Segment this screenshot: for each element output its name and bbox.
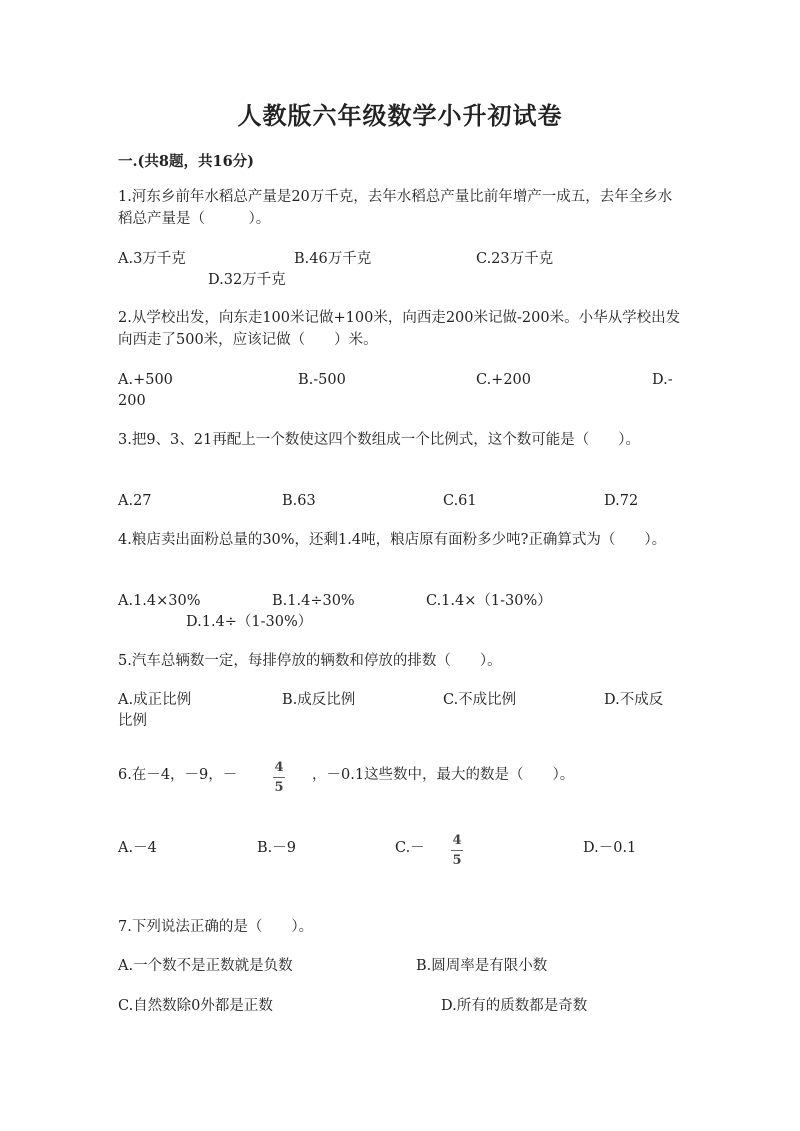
question-1-option-a: A.3万千克 <box>118 251 186 267</box>
question-6-option-a: A.－4 <box>118 840 157 856</box>
question-5-option-a: A.成正比例 <box>118 692 192 708</box>
question-2-option-d-continued: 200 <box>118 393 146 409</box>
question-2-option-b: B.-500 <box>298 372 346 388</box>
question-2-option-a: A.+500 <box>118 372 173 388</box>
question-5-option-d-continued: 比例 <box>118 713 147 729</box>
question-4-option-b: B.1.4÷30% <box>272 593 355 609</box>
question-7-option-c: C.自然数除0外都是正数 <box>118 998 273 1014</box>
fraction-bar <box>451 850 463 851</box>
question-6-fraction <box>273 760 285 795</box>
question-4-option-a: A.1.4×30% <box>118 593 201 609</box>
question-4-stem: 4.粮店卖出面粉总量的30%，还剩1.4吨，粮店原有面粉多少吨?正确算式为（ ）。 <box>118 532 667 548</box>
page-title: 人教版六年级数学小升初试卷 <box>237 101 563 130</box>
question-4-option-d: D.1.4÷（1-30%） <box>186 614 313 630</box>
question-2-option-d: D.- <box>652 372 673 388</box>
question-2-option-c: C.+200 <box>476 372 532 388</box>
fraction-numerator: 4 <box>452 833 462 848</box>
question-6-option-c-fraction <box>451 833 463 868</box>
question-1-option-d: D.32万千克 <box>208 272 286 288</box>
question-3-option-a: A.27 <box>118 493 152 509</box>
question-3-option-d: D.72 <box>604 493 639 509</box>
question-2-stem: 2.从学校出发，向东走100米记做+100米，向西走200米记做-200米。小华从学校出发向西走了500米，应该记做（ ）米。 <box>118 310 681 348</box>
question-5-stem: 5.汽车总辆数一定，每排停放的辆数和停放的排数（ ）。 <box>118 653 502 669</box>
question-6-option-d: D.－0.1 <box>583 840 637 856</box>
question-5-option-b: B.成反比例 <box>282 692 356 708</box>
question-1-option-b: B.46万千克 <box>294 251 372 267</box>
question-6-stem-prefix: 6.在－4，－9，－ <box>118 767 238 783</box>
section-heading: 一.(共8题，共16分) <box>118 153 255 170</box>
question-7-option-a: A.一个数不是正数就是负数 <box>118 958 293 974</box>
question-7-option-b: B.圆周率是有限小数 <box>416 958 548 974</box>
question-6-option-b: B.－9 <box>257 840 296 856</box>
question-6-stem-suffix: ，－0.1这些数中，最大的数是（ ）。 <box>312 767 575 783</box>
fraction-denominator: 5 <box>274 780 284 795</box>
question-5-option-c: C.不成比例 <box>443 692 517 708</box>
question-7-stem: 7.下列说法正确的是（ ）。 <box>118 919 314 935</box>
question-7-option-d: D.所有的质数都是奇数 <box>441 998 588 1014</box>
question-3-option-b: B.63 <box>282 493 316 509</box>
fraction-numerator: 4 <box>274 760 284 775</box>
question-5-option-d: D.不成反 <box>604 692 664 708</box>
question-6-option-c: C.－ <box>395 840 425 856</box>
fraction-bar <box>273 777 285 778</box>
question-1-option-c: C.23万千克 <box>476 251 554 267</box>
question-4-option-c: C.1.4×（1-30%） <box>426 593 552 609</box>
fraction-denominator: 5 <box>452 853 462 868</box>
question-3-stem: 3.把9、3、21再配上一个数使这四个数组成一个比例式，这个数可能是（ ）。 <box>118 432 640 448</box>
question-3-option-c: C.61 <box>443 493 477 509</box>
question-1-stem: 1.河东乡前年水稻总产量是20万千克，去年水稻总产量比前年增产一成五，去年全乡水稻总产量是（ ）。 <box>118 189 673 227</box>
